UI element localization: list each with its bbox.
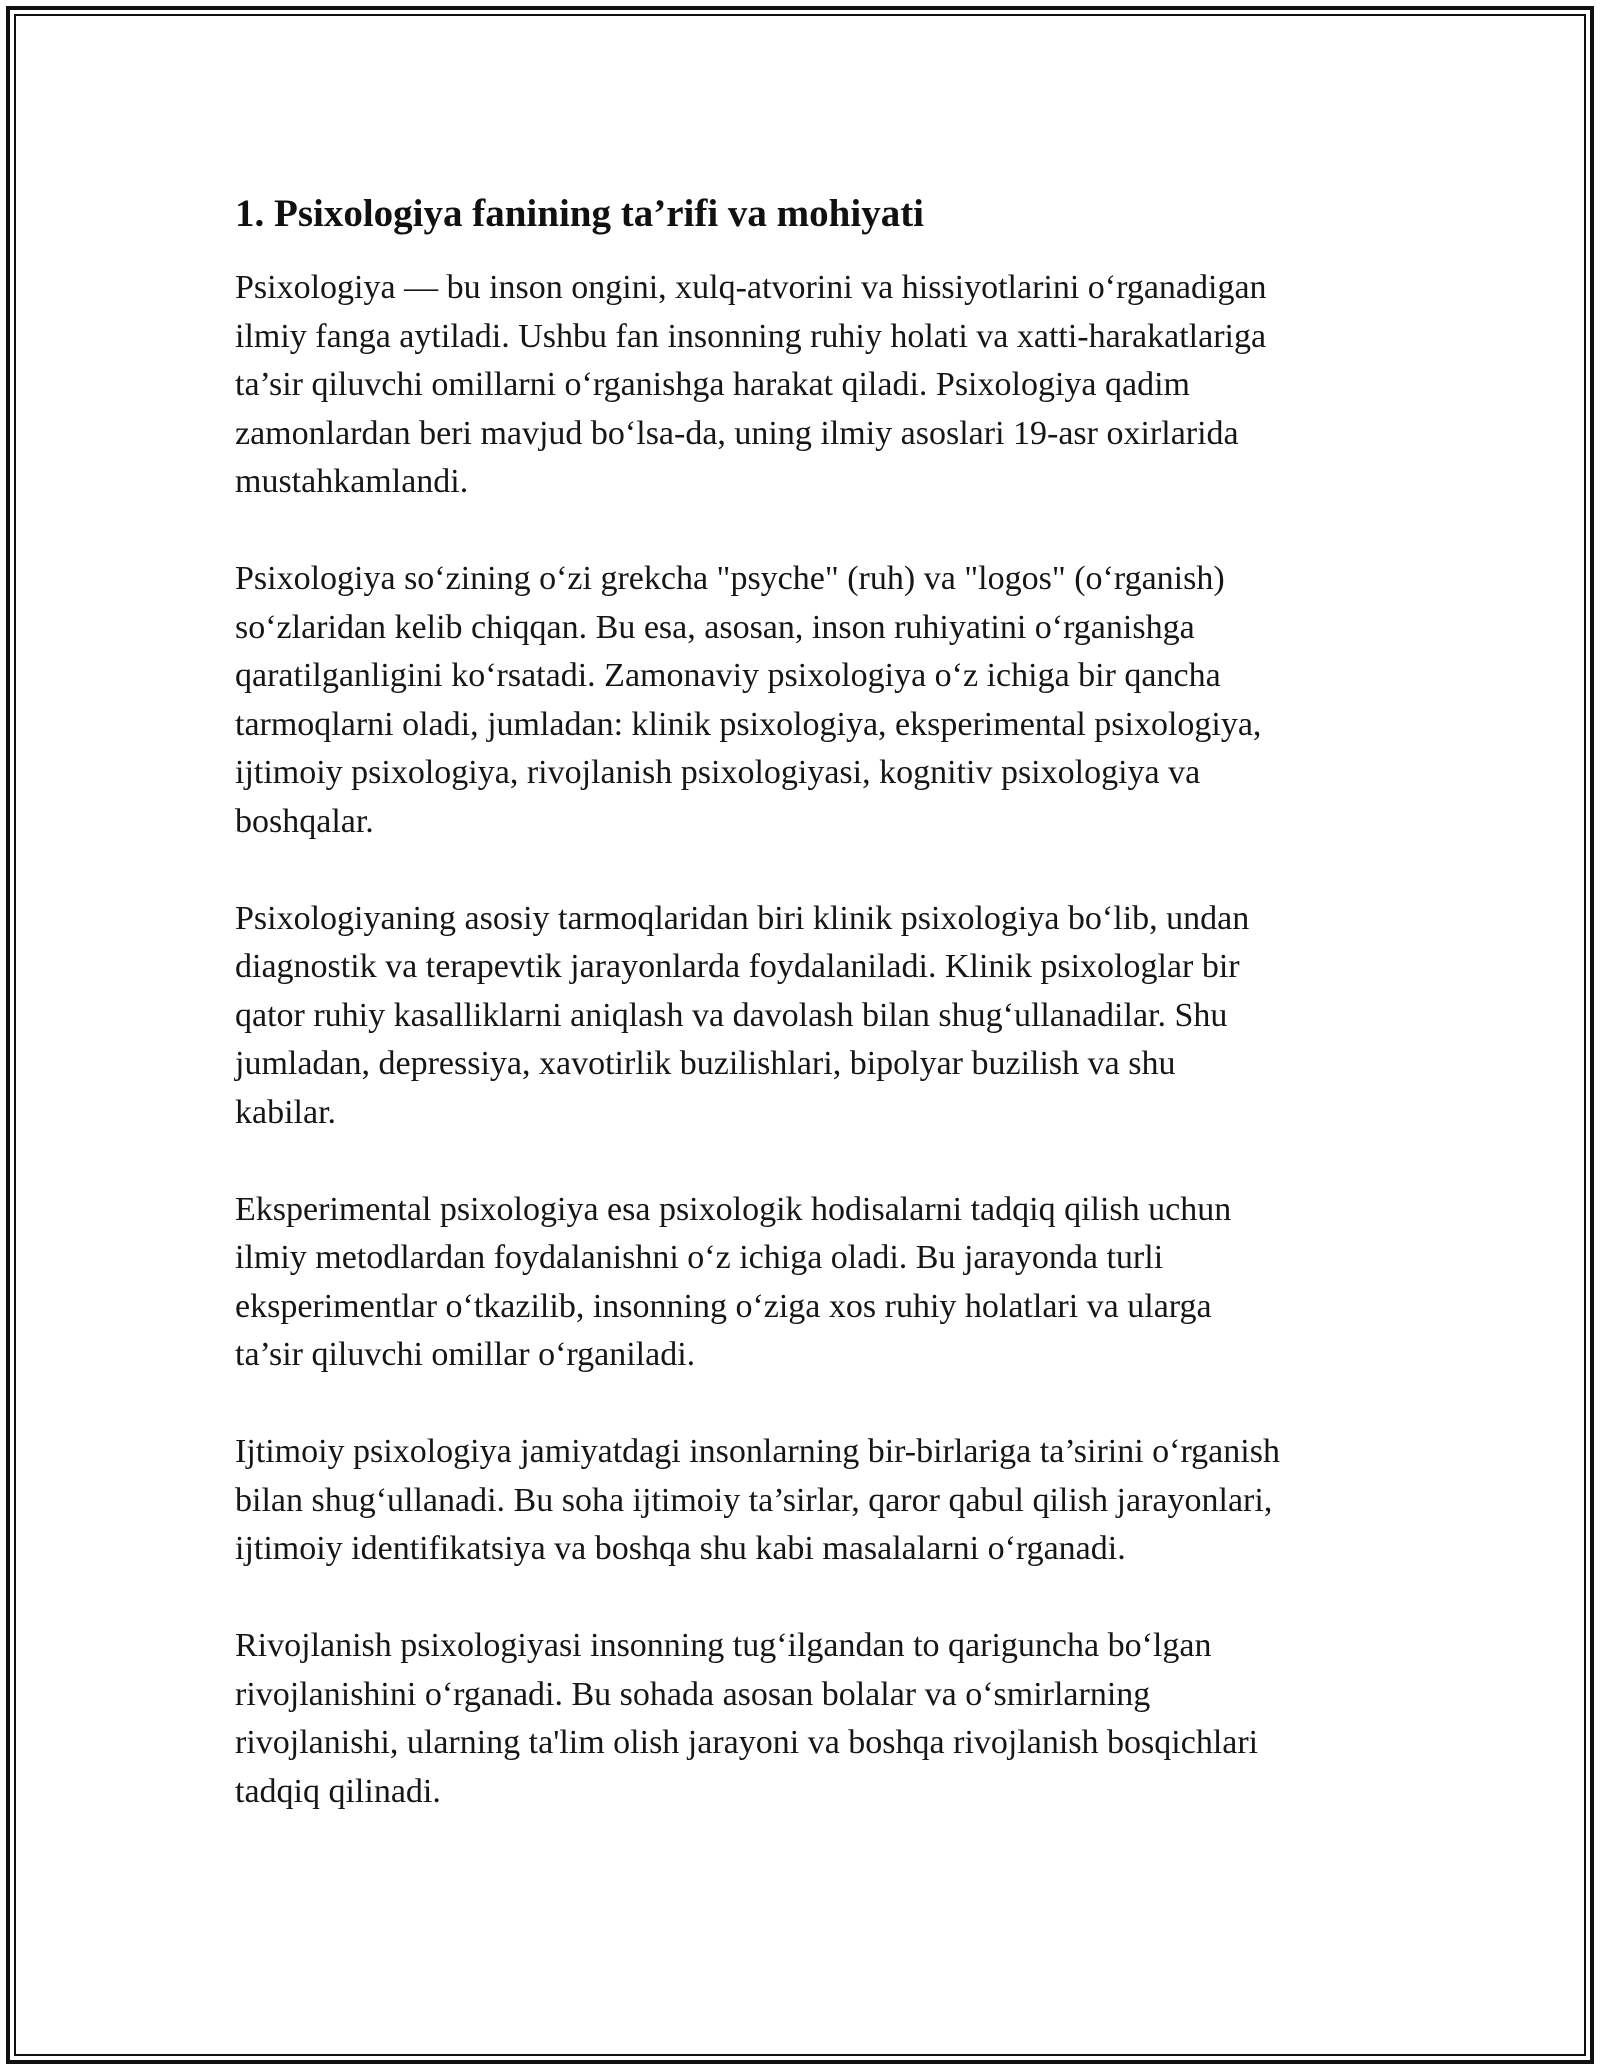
paragraph-line: bilan shugʻullanadi. Bu soha ijtimoiy ta’sirlar, qaror qabul qilish jarayonlari, (235, 1481, 1273, 1519)
paragraph-line: ta’sir qiluvchi omillar oʻrganiladi. (235, 1336, 696, 1373)
paragraph-line: ijtimoiy identifikatsiya va boshqa shu kabi masalalarni oʻrganadi. (235, 1530, 1126, 1567)
paragraph-line: Ijtimoiy psixologiya jamiyatdagi insonlarning bir-birlariga ta’sirini oʻrganish (235, 1433, 1280, 1470)
paragraph-line: jumladan, depressiya, xavotirlik buzilishlari, bipolyar buzilish va shu (235, 1045, 1176, 1082)
paragraph-line: soʻzlaridan kelib chiqqan. Bu esa, asosan, inson ruhiyatini oʻrganishga (235, 608, 1195, 646)
paragraph-line: zamonlardan beri mavjud boʻlsa-da, uning ilmiy asoslari 19-asr oxirlarida (235, 414, 1239, 452)
paragraph-etymology (235, 555, 1375, 846)
paragraph-line: Psixologiya soʻzining oʻzi grekcha "psyche" (ruh) va "logos" (oʻrganish) (235, 560, 1225, 597)
paragraph-line: Psixologiyaning asosiy tarmoqlaridan biri klinik psixologiya boʻlib, undan (235, 899, 1250, 937)
paragraph-line: ijtimoiy psixologiya, rivojlanish psixologiyasi, kognitiv psixologiya va (235, 754, 1201, 791)
paragraph-line: tadqiq qilinadi. (235, 1772, 441, 1810)
paragraph-experimental (235, 1186, 1375, 1380)
paragraph-line: Psixologiya — bu inson ongini, xulq-atvorini va hissiyotlarini oʻrganadigan (235, 269, 1267, 306)
paragraph-line: ilmiy fanga aytiladi. Ushbu fan insonning ruhiy holati va xatti-harakatlariga (235, 317, 1267, 355)
paragraph-developmental (235, 1622, 1375, 1816)
paragraph-line: rivojlanishi, ularning ta'lim olish jarayoni va boshqa rivojlanish bosqichlari (235, 1724, 1259, 1761)
paragraph-line: diagnostik va terapevtik jarayonlarda foydalaniladi. Klinik psixologlar bir (235, 948, 1240, 985)
paragraph-definition (235, 264, 1375, 507)
paragraph-line: eksperimentlar oʻtkazilib, insonning oʻziga xos ruhiy holatlari va ularga (235, 1287, 1212, 1325)
paragraph-line: Eksperimental psixologiya esa psixologik hodisalarni tadqiq qilish uchun (235, 1190, 1232, 1228)
paragraph-social (235, 1428, 1375, 1574)
document-body (235, 180, 1375, 1865)
paragraph-line: Rivojlanish psixologiyasi insonning tugʻilgandan to qariguncha boʻlgan (235, 1627, 1212, 1664)
paragraph-line: qaratilganligini koʻrsatadi. Zamonaviy psixologiya oʻz ichiga bir qancha (235, 657, 1221, 694)
paragraph-line: ilmiy metodlardan foydalanishni oʻz ichiga oladi. Bu jarayonda turli (235, 1239, 1164, 1276)
paragraph-line: mustahkamlandi. (235, 463, 469, 500)
paragraph-line: tarmoqlarni oladi, jumladan: klinik psixologiya, eksperimental psixologiya, (235, 705, 1262, 743)
paragraph-clinical (235, 895, 1375, 1138)
paragraph-line: qator ruhiy kasalliklarni aniqlash va davolash bilan shugʻullanadilar. Shu (235, 996, 1228, 1034)
page-title: 1. Psixologiya fanining ta’rifi va mohiyati (235, 192, 925, 235)
paragraph-line: kabilar. (235, 1093, 337, 1131)
paragraph-line: rivojlanishini oʻrganadi. Bu sohada asosan bolalar va oʻsmirlarning (235, 1675, 1151, 1713)
paragraph-line: boshqalar. (235, 802, 374, 840)
paragraph-line: ta’sir qiluvchi omillarni oʻrganishga harakat qiladi. Psixologiya qadim (235, 366, 1190, 403)
